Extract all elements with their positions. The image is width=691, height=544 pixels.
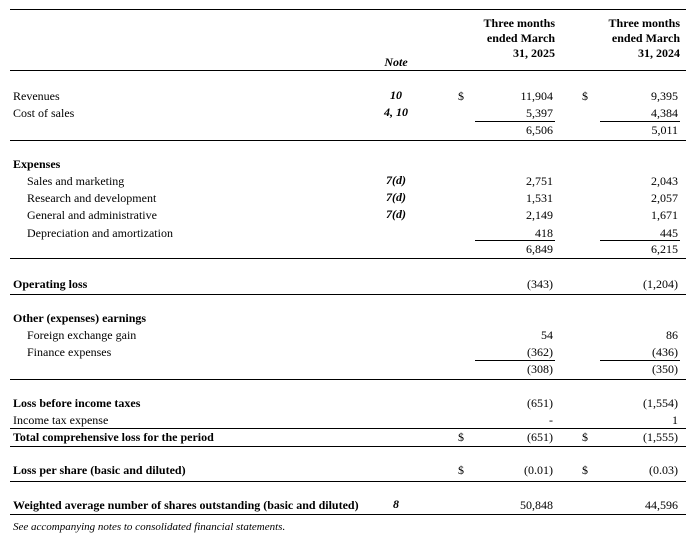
note-cost-of-sales: 4, 10 (384, 105, 408, 119)
note-header: Note (384, 55, 408, 69)
currency-symbol: $ (458, 430, 464, 444)
note-weighted-shares: 8 (393, 497, 399, 511)
currency-symbol: $ (458, 89, 464, 103)
value-total-other-2024: (350) (652, 362, 678, 376)
row-rule (10, 428, 686, 429)
value-cost-of-sales-2025: 5,397 (526, 106, 553, 120)
row-label-income-tax: Income tax expense (13, 413, 109, 427)
value-loss-before-tax-2025: (651) (527, 396, 553, 410)
note-general-admin: 7(d) (386, 207, 406, 221)
row-label-cost-of-sales: Cost of sales (13, 106, 75, 120)
top-rule (10, 9, 686, 10)
value-fx-gain-2025: 54 (541, 328, 553, 342)
header-line: Three months (483, 16, 555, 30)
value-gross-2025: 6,506 (526, 123, 553, 137)
value-total-expenses-2024: 6,215 (651, 242, 678, 256)
value-research-dev-2025: 1,531 (526, 191, 553, 205)
value-sales-marketing-2024: 2,043 (651, 174, 678, 188)
value-operating-loss-2024: (1,204) (643, 277, 678, 291)
value-income-tax-2024: 1 (672, 413, 678, 427)
subtotal-rule (475, 240, 555, 241)
subtotal-rule (600, 121, 680, 122)
header-line: 31, 2025 (513, 46, 555, 60)
row-label-loss-before-tax: Loss before income taxes (13, 396, 141, 410)
note-research-dev: 7(d) (386, 190, 406, 204)
header-line: ended March (611, 31, 680, 45)
value-total-comprehensive-2024: (1,555) (643, 430, 678, 444)
bottom-rule (10, 514, 686, 515)
value-fx-gain-2024: 86 (666, 328, 678, 342)
value-operating-loss-2025: (343) (527, 277, 553, 291)
value-income-tax-2025: - (549, 413, 553, 427)
subtotal-rule (600, 240, 680, 241)
row-label-weighted-shares: Weighted average number of shares outstanding (basic and diluted) (13, 498, 359, 512)
value-revenues-2025: 11,904 (520, 89, 553, 103)
section-rule (10, 379, 686, 380)
value-general-admin-2024: 1,671 (651, 208, 678, 222)
value-research-dev-2024: 2,057 (651, 191, 678, 205)
value-general-admin-2025: 2,149 (526, 208, 553, 222)
expenses-heading: Expenses (13, 157, 61, 171)
footnote: See accompanying notes to consolidated financial statements. (13, 521, 286, 533)
subtotal-rule (475, 121, 555, 122)
row-label-total-comprehensive: Total comprehensive loss for the period (13, 430, 214, 444)
subtotal-rule (600, 360, 680, 361)
section-rule (10, 294, 686, 295)
value-total-other-2025: (308) (527, 362, 553, 376)
header-rule (10, 70, 686, 71)
currency-symbol: $ (458, 463, 464, 477)
row-label-research-dev: Research and development (27, 191, 157, 205)
value-total-comprehensive-2025: (651) (527, 430, 553, 444)
currency-symbol: $ (582, 430, 588, 444)
value-loss-per-share-2025: (0.01) (524, 463, 553, 477)
row-label-depreciation: Depreciation and amortization (27, 226, 173, 240)
value-sales-marketing-2025: 2,751 (526, 174, 553, 188)
subtotal-rule (475, 360, 555, 361)
value-cost-of-sales-2024: 4,384 (651, 106, 678, 120)
row-label-fx-gain: Foreign exchange gain (27, 328, 137, 342)
header-line: Three months (608, 16, 680, 30)
value-finance-expenses-2024: (436) (652, 345, 678, 359)
value-weighted-shares-2025: 50,848 (520, 498, 553, 512)
section-rule (10, 446, 686, 447)
value-weighted-shares-2024: 44,596 (645, 498, 678, 512)
header-line: 31, 2024 (638, 46, 680, 60)
note-revenues: 10 (390, 88, 402, 102)
value-loss-before-tax-2024: (1,554) (643, 396, 678, 410)
row-label-operating-loss: Operating loss (13, 277, 88, 291)
other-heading: Other (expenses) earnings (13, 311, 147, 325)
header-line: ended March (486, 31, 555, 45)
row-label-general-admin: General and administrative (27, 208, 157, 222)
note-sales-marketing: 7(d) (386, 173, 406, 187)
section-rule (10, 481, 686, 482)
column-header-2024 (575, 16, 680, 61)
row-label-loss-per-share: Loss per share (basic and diluted) (13, 463, 186, 477)
currency-symbol: $ (582, 463, 588, 477)
value-finance-expenses-2025: (362) (527, 345, 553, 359)
section-rule (10, 140, 686, 141)
row-label-revenues: Revenues (13, 89, 60, 103)
row-label-sales-marketing: Sales and marketing (27, 174, 125, 188)
value-loss-per-share-2024: (0.03) (649, 463, 678, 477)
currency-symbol: $ (582, 89, 588, 103)
value-revenues-2024: 9,395 (651, 89, 678, 103)
value-total-expenses-2025: 6,849 (526, 242, 553, 256)
value-gross-2024: 5,011 (651, 123, 678, 137)
row-label-finance-expenses: Finance expenses (27, 345, 112, 359)
value-depreciation-2024: 445 (660, 226, 678, 240)
column-header-2025 (450, 16, 555, 61)
section-rule (10, 258, 686, 259)
value-depreciation-2025: 418 (535, 226, 553, 240)
